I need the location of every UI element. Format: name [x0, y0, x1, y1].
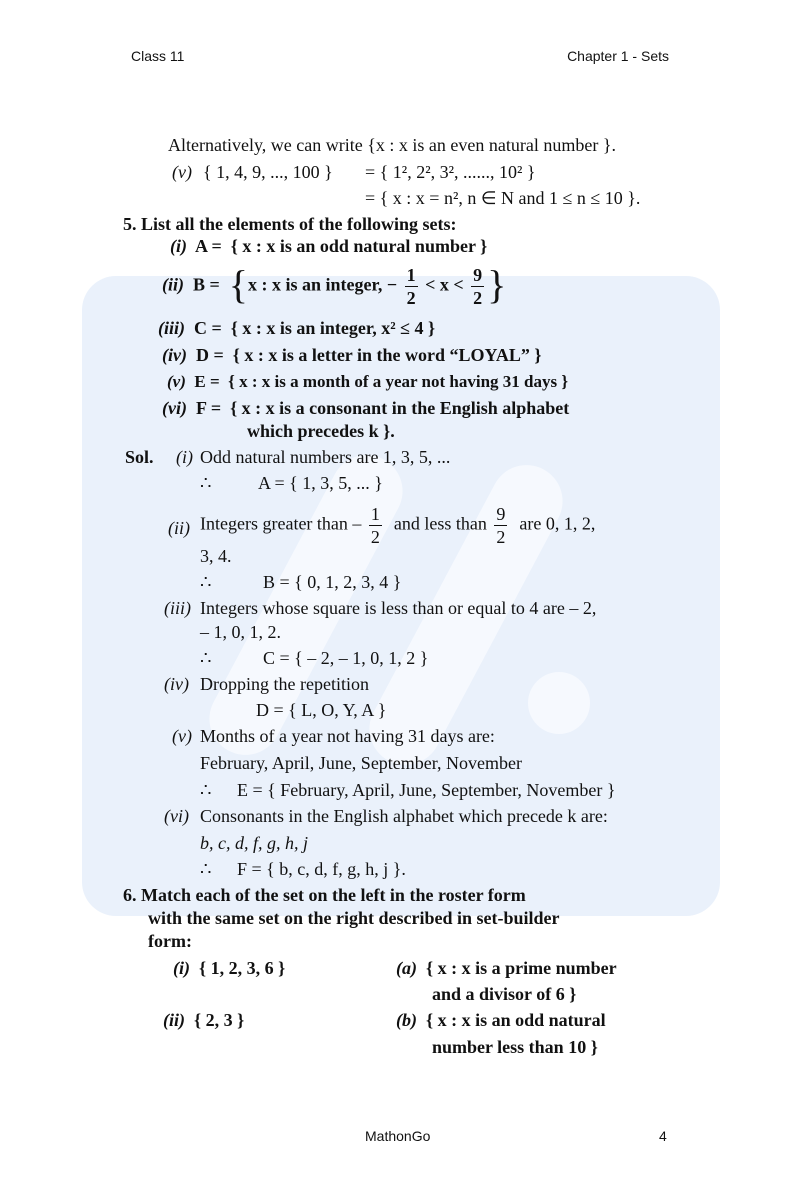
left-brace: { [228, 261, 248, 307]
solution-result: C = { – 2, – 1, 0, 1, 2 } [263, 648, 429, 668]
solution-text: February, April, June, September, November [200, 753, 523, 773]
match-right-item: (a) { x : x is a prime number [396, 958, 617, 978]
solution-text: Months of a year not having 31 days are: [200, 726, 495, 746]
therefore-symbol: ∴ [200, 780, 212, 800]
item-label: (v) [172, 162, 192, 182]
equation-line: = { 1², 2², 3², ......, 10² } [365, 162, 536, 182]
solution-text: – 1, 0, 1, 2. [200, 622, 281, 642]
question-item: (iv) D = { x : x is a letter in the word “LOYAL” } [162, 345, 542, 365]
question-item: (iii) C = { x : x is an integer, x² ≤ 4 } [158, 318, 436, 338]
item-label: (iii) [164, 598, 191, 618]
item-label: (iv) [164, 674, 189, 694]
right-brace: } [487, 261, 507, 307]
alternative-statement: Alternatively, we can write {x : x is an even natural number }. [168, 135, 616, 155]
set-definition: x : x is an integer, − [247, 274, 398, 295]
therefore-symbol: ∴ [200, 473, 212, 493]
set-definition: { x : x is an odd natural number } [230, 236, 488, 256]
match-right-item: (b) { x : x is an odd natural [396, 1010, 606, 1030]
item-label: (i) [170, 236, 187, 256]
fraction: $\frac{9}{2}$ [473, 265, 483, 308]
solution-result: E = { February, April, June, September, November } [237, 780, 616, 800]
question-item: (i) A = { x : x is an odd natural number } [170, 236, 488, 256]
fraction: $\frac{1}{2}$ [370, 504, 380, 547]
solution-result: D = { L, O, Y, A } [256, 700, 387, 720]
solution-label: Sol. [125, 447, 154, 467]
roster-set: { 1, 4, 9, ..., 100 } [203, 162, 333, 182]
item-label: (ii) [168, 518, 190, 538]
match-right-item-continuation: number less than 10 } [432, 1037, 598, 1057]
header-chapter-label: Chapter 1 - Sets [567, 48, 669, 64]
fraction: $\frac{1}{2}$ [406, 265, 416, 308]
question-5-title: 5. List all the elements of the following sets: [123, 214, 457, 234]
solution-text: Dropping the repetition [200, 674, 369, 694]
item-label: (vi) [164, 806, 189, 826]
therefore-symbol: ∴ [200, 648, 212, 668]
therefore-symbol: ∴ [200, 572, 212, 592]
solution-text: b, c, d, f, g, h, j [200, 833, 308, 853]
solution-result: B = { 0, 1, 2, 3, 4 } [263, 572, 402, 592]
question-6-title: with the same set on the right described in set-builder [148, 908, 560, 928]
solution-text: Consonants in the English alphabet which precede k are: [200, 806, 608, 826]
fraction: $\frac{9}{2}$ [496, 504, 506, 547]
question-item: (v) E = { x : x is a month of a year not having 31 days } [167, 372, 569, 391]
solution-result: A = { 1, 3, 5, ... } [258, 473, 383, 493]
match-left-item: (i) { 1, 2, 3, 6 } [173, 958, 286, 978]
item-label: (i) [176, 447, 193, 467]
solution-result: F = { b, c, d, f, g, h, j }. [237, 859, 406, 879]
question-6-title: 6. Match each of the set on the left in the roster form [123, 885, 526, 905]
solution-text: Integers whose square is less than or equal to 4 are – 2, [200, 598, 597, 618]
equation-line: = { x : x = n², n ∈ N and 1 ≤ n ≤ 10 }. [365, 188, 641, 208]
page-number: 4 [659, 1128, 667, 1144]
match-left-item: (ii) { 2, 3 } [163, 1010, 245, 1030]
solution-text: Integers greater than – $\frac{1}{2}$ and less than $\frac{9}{2}$ are 0, 1, 2, [200, 504, 596, 547]
header-class-label: Class 11 [131, 48, 185, 64]
question-item: (vi) F = { x : x is a consonant in the English alphabet [162, 398, 570, 418]
question-item: (ii) B = {x : x is an integer, − $\frac{1}{2}$ < x < $\frac{9}{2}$ } [162, 261, 507, 308]
question-item-continuation: which precedes k }. [247, 421, 395, 441]
solution-text: Odd natural numbers are 1, 3, 5, ... [200, 447, 451, 467]
footer-brand: MathonGo [365, 1128, 431, 1144]
watermark-logo-dot [528, 672, 590, 734]
match-right-item-continuation: and a divisor of 6 } [432, 984, 577, 1004]
set-name: A [195, 236, 208, 256]
therefore-symbol: ∴ [200, 859, 212, 879]
question-6-title: form: [148, 931, 192, 951]
set-name: B [193, 274, 206, 295]
item-label: (ii) [162, 274, 184, 295]
item-label: (v) [172, 726, 192, 746]
solution-text: 3, 4. [200, 546, 232, 566]
